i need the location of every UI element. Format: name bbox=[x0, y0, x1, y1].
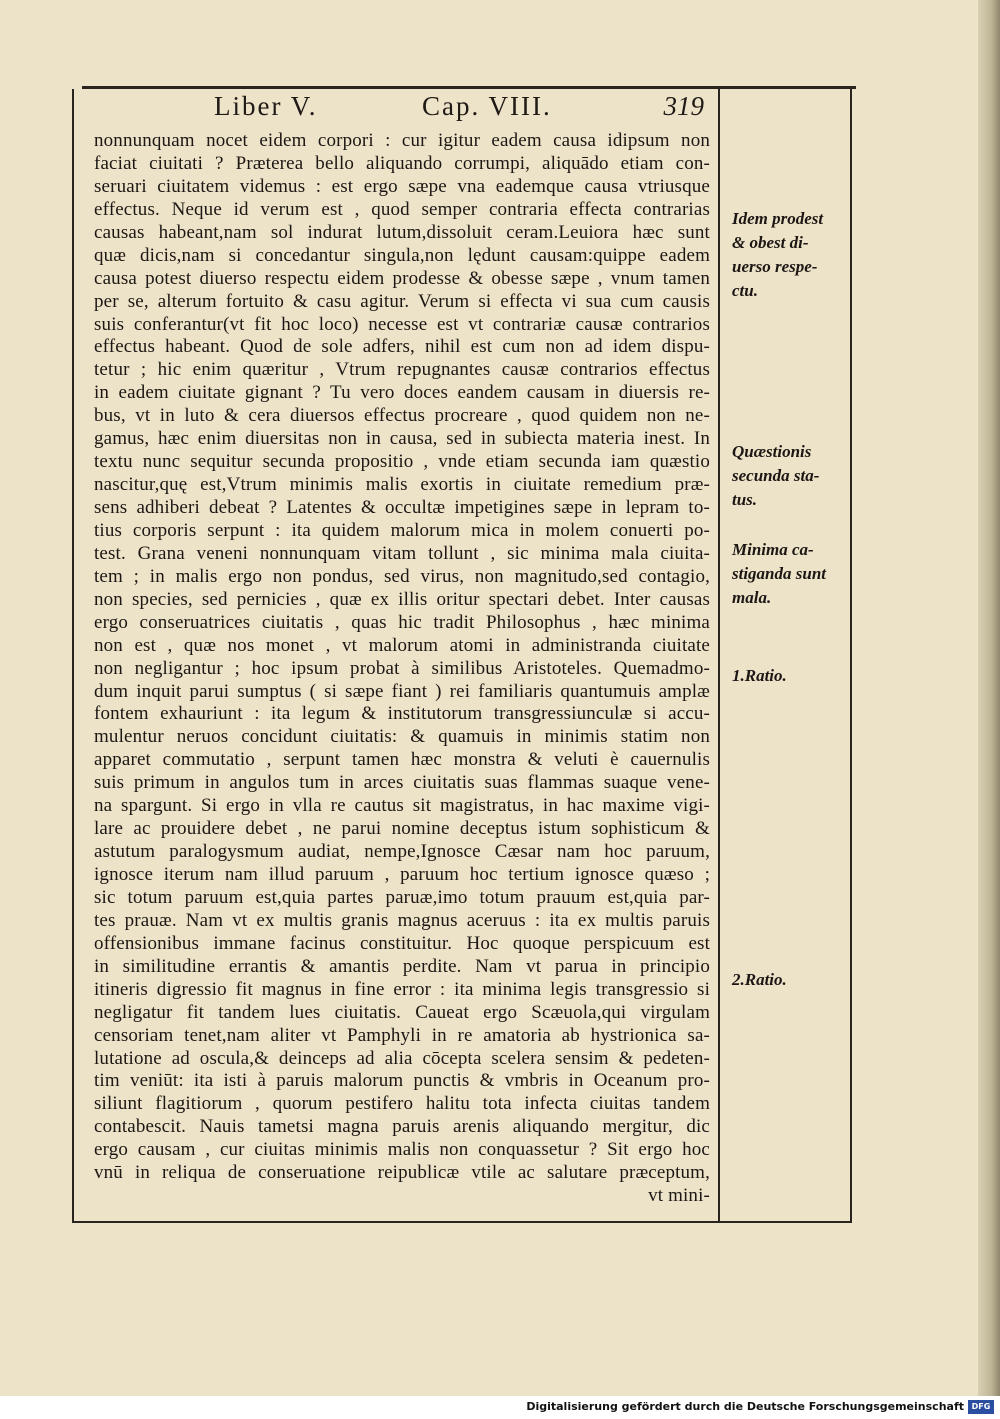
text-line: seruari ciuitatem videmus : est ergo sæpe vna eademque causa vtriusque bbox=[94, 175, 710, 197]
text-line: textu nunc sequitur secunda propositio , vnde etiam secunda iam quæstio bbox=[94, 451, 710, 473]
text-line: faciat ciuitati ? Præterea bello aliquando corrumpi, aliquādo etiam con- bbox=[94, 152, 710, 174]
text-line: suis conferantur(vt fit hoc loco) necesse est vt contrariæ causæ contrarios bbox=[94, 313, 710, 335]
text-line: non est , quæ nos monet , vt malorum atomi in administranda ciuitate bbox=[94, 634, 710, 656]
dfg-logo-icon: DFG bbox=[968, 1400, 994, 1414]
text-line: censoriam tenet,nam aliter vt Pamphyli in re amatoria ab hystrionica sa- bbox=[94, 1024, 710, 1046]
text-line: sens adhiberi debeat ? Latentes & occultæ impetigines sæpe in lepram to- bbox=[94, 497, 710, 518]
text-line: tem ; in malis ergo non pondus, sed virus, non magnitudo,sed contagio, bbox=[94, 565, 710, 587]
margin-note-line: Idem prodest bbox=[732, 209, 824, 228]
text-line: ignosce iterum nam illud paruum , paruum hoc tertium ignosce quæso ; bbox=[94, 864, 710, 885]
text-line: nonnunquam nocet eidem corpori : cur igitur eadem causa idipsum non bbox=[94, 130, 710, 151]
text-line: contabescit. Nauis tametsi magna paruis arenis aliquando mergitur, dic bbox=[94, 1116, 710, 1138]
running-head-liber: Liber V. bbox=[214, 91, 318, 121]
text-line: gamus, hæc enim diuersitas non in causa, sed in subiecta materia inest. In bbox=[94, 428, 710, 450]
text-line: dum inquit parui sumptus ( si sæpe fiant ) rei familiaris quantumuis amplæ bbox=[94, 680, 710, 702]
margin-note-line: & obest di- bbox=[732, 233, 809, 252]
text-line: nascitur,quę est,Vtrum minimis malis exortis in ciuitate remedium præ- bbox=[94, 474, 710, 496]
text-line: offensionibus immane facinus constituitur. Hoc quoque perspicuum est bbox=[94, 932, 710, 954]
text-line: na spargunt. Si ergo in vlla re cautus sit magistratus, in hac maxime vigi- bbox=[94, 795, 710, 817]
margin-note-line: 2.Ratio. bbox=[732, 970, 787, 989]
text-line: tius corporis serpunt : ita quidem malorum mica in molem conuerti po- bbox=[94, 519, 710, 541]
text-line: apparet commutatio , serpunt tamen hæc monstra & veluti è cauernulis bbox=[94, 749, 710, 771]
margin-note bbox=[732, 664, 844, 688]
text-line: effectus habeant. Quod de sole adfers, nihil est cum non ad idem dispu- bbox=[94, 336, 710, 358]
text-line: lare ac prouidere debet , ne parui nomine deceptus istum sophisticum & bbox=[94, 818, 710, 840]
page-edge bbox=[978, 0, 1000, 1396]
text-line: tetur ; hic enim quæritur , Vtrum repugnantes causæ contrarios effectus bbox=[94, 359, 710, 381]
text-line: siliunt flagitiorum , quorum pestifero halitu tota infecta ciuitas tandem bbox=[94, 1093, 710, 1115]
header-rule bbox=[82, 86, 856, 89]
running-head-chapter: Cap. VIII. bbox=[422, 91, 552, 121]
body-text bbox=[94, 130, 710, 1208]
frame-left-rule bbox=[72, 89, 74, 1223]
text-line: effectus. Neque id verum est , quod semper contraria effecta contrarias bbox=[94, 198, 710, 220]
text-line: in eadem ciuitate gignant ? Tu vero doces eandem causam in diuersis re- bbox=[94, 382, 710, 404]
text-line: astutum paralogysmum audiat, nempe,Ignosce Cæsar nam hoc paruum, bbox=[94, 841, 710, 863]
margin-note-line: stiganda sunt bbox=[732, 564, 827, 583]
page-number: 319 bbox=[663, 91, 704, 121]
frame-margin-rule bbox=[718, 89, 720, 1223]
text-line: non species, sed pernicies , quæ ex illis oritur spectari debet. Inter causas bbox=[94, 588, 710, 610]
margin-note bbox=[732, 207, 844, 303]
text-line: itineris digressio fit magnus in fine error : ita minima legis transgressio si bbox=[94, 978, 710, 1000]
margin-note-line: tus. bbox=[732, 490, 758, 509]
text-line: bus, vt in luto & cera diuersos effectus procreare , quod quidem non ne- bbox=[94, 405, 710, 427]
margin-note-line: 1.Ratio. bbox=[732, 666, 787, 685]
frame-right-rule bbox=[850, 89, 852, 1223]
footer-bar bbox=[0, 1396, 1000, 1419]
text-line: mulentur neruos concidunt ciuitatis: & quamuis in minimis statim non bbox=[94, 726, 710, 748]
text-line: in similitudine errantis & amantis perdite. Nam vt parua in principio bbox=[94, 955, 710, 977]
running-head bbox=[82, 91, 714, 121]
text-line: tim veniūt: ita isti à paruis malorum punctis & vmbris in Oceanum pro- bbox=[94, 1070, 710, 1092]
margin-note bbox=[732, 440, 844, 512]
text-line: lutatione ad oscula,& deinceps ad alia cōcepta scelera sensim & pedeten- bbox=[94, 1047, 710, 1069]
text-line: fontem exhauriunt : ita legum & institutorum transgressiunculæ si accu- bbox=[94, 703, 710, 725]
text-line: negligatur fit tandem lues ciuitatis. Caueat ergo Scæuola,qui virgulam bbox=[94, 1001, 710, 1023]
text-line: suis primum in angulos tum in arces ciuitatis suas flammas suaque vene- bbox=[94, 772, 710, 794]
margin-note bbox=[732, 968, 844, 992]
text-line: non negligantur ; hoc ipsum probat à similibus Aristoteles. Quemadmo- bbox=[94, 657, 710, 679]
text-line: ergo causam , cur ciuitas minimis malis non conquassetur ? Sit ergo hoc bbox=[94, 1139, 710, 1161]
text-line: vt mini- bbox=[648, 1185, 710, 1207]
text-line: test. Grana veneni nonnunquam vitam tollunt , sic minima mala ciuita- bbox=[94, 542, 710, 564]
margin-note-line: Minima ca- bbox=[732, 540, 814, 559]
margin-note-line: secunda sta- bbox=[732, 466, 820, 485]
text-line: causas habeant,nam sol indurat lutum,dissoluit ceram.Leuiora hæc sunt bbox=[94, 221, 710, 243]
text-line: tes prauæ. Nam vt ex multis granis magnus aceruus : ita ex multis paruis bbox=[94, 909, 710, 931]
funding-credit: Digitalisierung gefördert durch die Deutsche Forschungsgemeinschaft bbox=[526, 1400, 964, 1413]
margin-note-line: uerso respe- bbox=[732, 257, 818, 276]
margin-note-line: Quæstionis bbox=[732, 442, 812, 461]
text-line: causa potest diuerso respectu eidem prodesse & obesse sæpe , vnum tamen bbox=[94, 267, 710, 289]
margin-note bbox=[732, 538, 844, 610]
margin-note-line: mala. bbox=[732, 588, 772, 607]
text-line: per se, alterum fortuito & casu agitur. Verum si effecta vi sua cum causis bbox=[94, 290, 710, 312]
margin-note-line: ctu. bbox=[732, 281, 758, 300]
text-line: ergo conseruatrices ciuitatis , quas hic tradit Philosophus , hæc minima bbox=[94, 611, 710, 633]
text-line: sic totum paruum est,quia partes paruæ,imo totum prauum est,quia par- bbox=[94, 886, 710, 908]
frame-bottom-rule bbox=[72, 1221, 852, 1223]
text-line: quæ dicis,nam si concedantur singula,non lędunt causam:quippe eadem bbox=[94, 244, 710, 266]
text-line: vnū in reliqua de conseruatione reipublicæ vtile ac salutare præceptum, bbox=[94, 1162, 710, 1184]
